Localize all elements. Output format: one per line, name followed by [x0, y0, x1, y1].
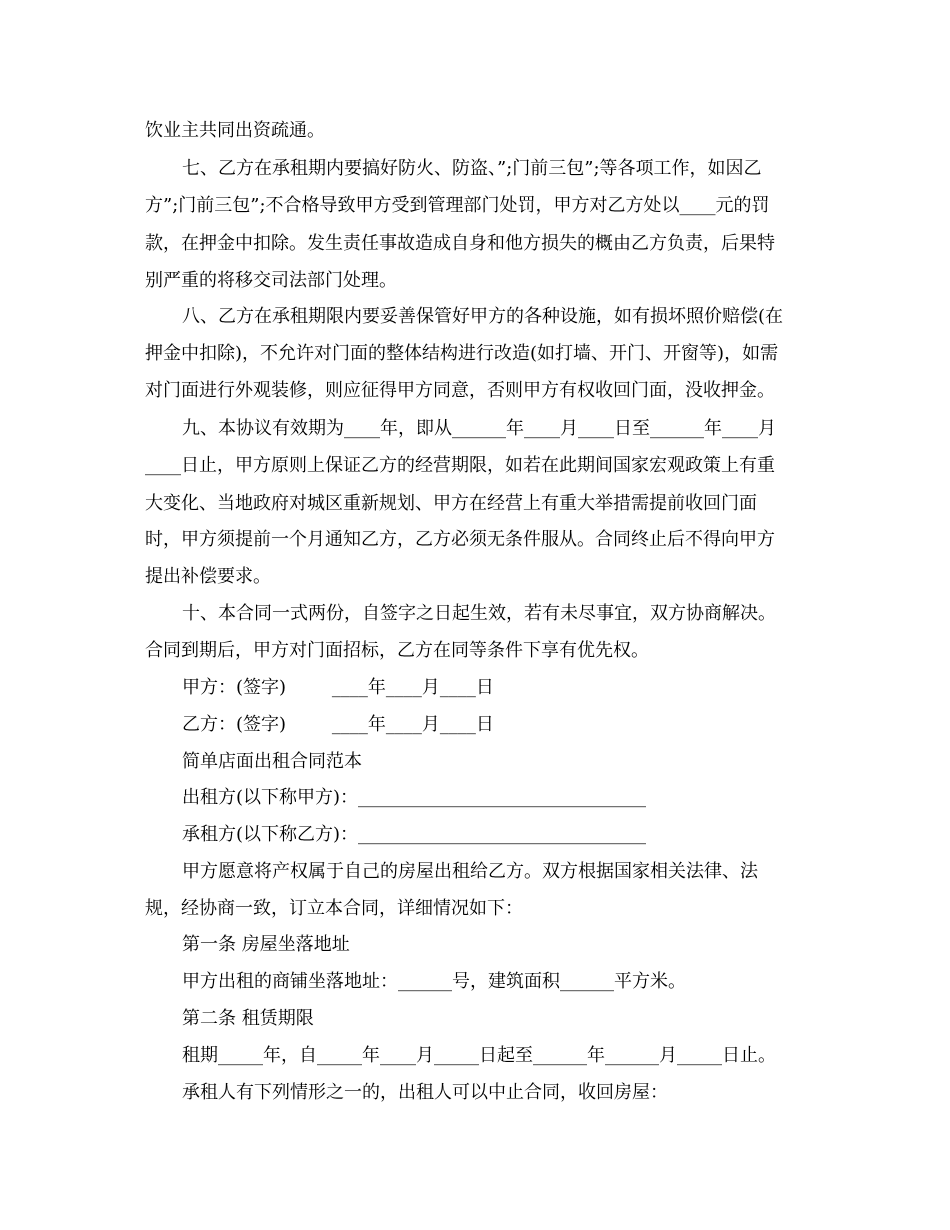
- paragraph-line: 甲方愿意将产权属于自己的房屋出租给乙方。双方根据国家相关法律、法: [182, 861, 758, 882]
- paragraph-line: 大变化、当地政府对城区重新规划、甲方在经营上有重大举措需提前收回门面: [145, 493, 757, 514]
- paragraph-line: 提出补偿要求。: [145, 566, 271, 587]
- article-heading: 第二条 租赁期限: [182, 1008, 314, 1029]
- paragraph-line: 饮业主共同出资疏通。: [145, 120, 325, 141]
- paragraph-line: 八、乙方在承租期限内要妥善保管好甲方的各种设施，如有损坏照价赔偿(在: [182, 306, 784, 327]
- paragraph-line: 规，经协商一致，订立本合同，详细情况如下：: [145, 898, 523, 919]
- paragraph-line: 款，在押金中扣除。发生责任事故造成自身和他方损失的概由乙方负责，后果特: [145, 233, 775, 254]
- signature-line-party-b: 乙方：(签字) ____年____月____日: [182, 714, 494, 735]
- paragraph-line: 九、本协议有效期为____年，即从______年____月____日至______年____月: [182, 418, 776, 439]
- paragraph-line: 方”;门前三包”;不合格导致甲方受到管理部门处罚，甲方对乙方处以____元的罚: [145, 195, 770, 216]
- lessor-field: 出租方(以下称甲方)：________________________________: [182, 787, 647, 808]
- lessee-field: 承租方(以下称乙方)：________________________________: [182, 824, 647, 845]
- signature-line-party-a: 甲方：(签字) ____年____月____日: [182, 677, 494, 698]
- paragraph-line: ____日止，甲方原则上保证乙方的经营期限，如若在此期间国家宏观政策上有重: [145, 455, 775, 476]
- paragraph-line: 承租人有下列情形之一的，出租人可以中止合同，收回房屋：: [182, 1082, 668, 1103]
- paragraph-line: 十、本合同一式两份，自签字之日起生效，若有未尽事宜，双方协商解决。: [182, 603, 776, 624]
- paragraph-line: 甲方出租的商铺坐落地址：______号，建筑面积______平方米。: [182, 971, 686, 992]
- paragraph-line: 租期_____年，自_____年____月_____日起至______年______月_____日止。: [182, 1045, 776, 1066]
- section-title: 简单店面出租合同范本: [182, 751, 362, 772]
- paragraph-line: 押金中扣除)，不允许对门面的整体结构进行改造(如打墙、开门、开窗等)，如需: [145, 343, 779, 364]
- paragraph-line: 别严重的将移交司法部门处理。: [145, 270, 397, 291]
- paragraph-line: 合同到期后，甲方对门面招标，乙方在同等条件下享有优先权。: [145, 640, 649, 661]
- article-heading: 第一条 房屋坐落地址: [182, 934, 350, 955]
- paragraph-line: 七、乙方在承租期内要搞好防火、防盗、”;门前三包”;等各项工作，如因乙: [182, 158, 762, 179]
- paragraph-line: 对门面进行外观装修，则应征得甲方同意，否则甲方有权收回门面，没收押金。: [145, 380, 775, 401]
- paragraph-line: 时，甲方须提前一个月通知乙方，乙方必须无条件服从。合同终止后不得向甲方: [145, 529, 775, 550]
